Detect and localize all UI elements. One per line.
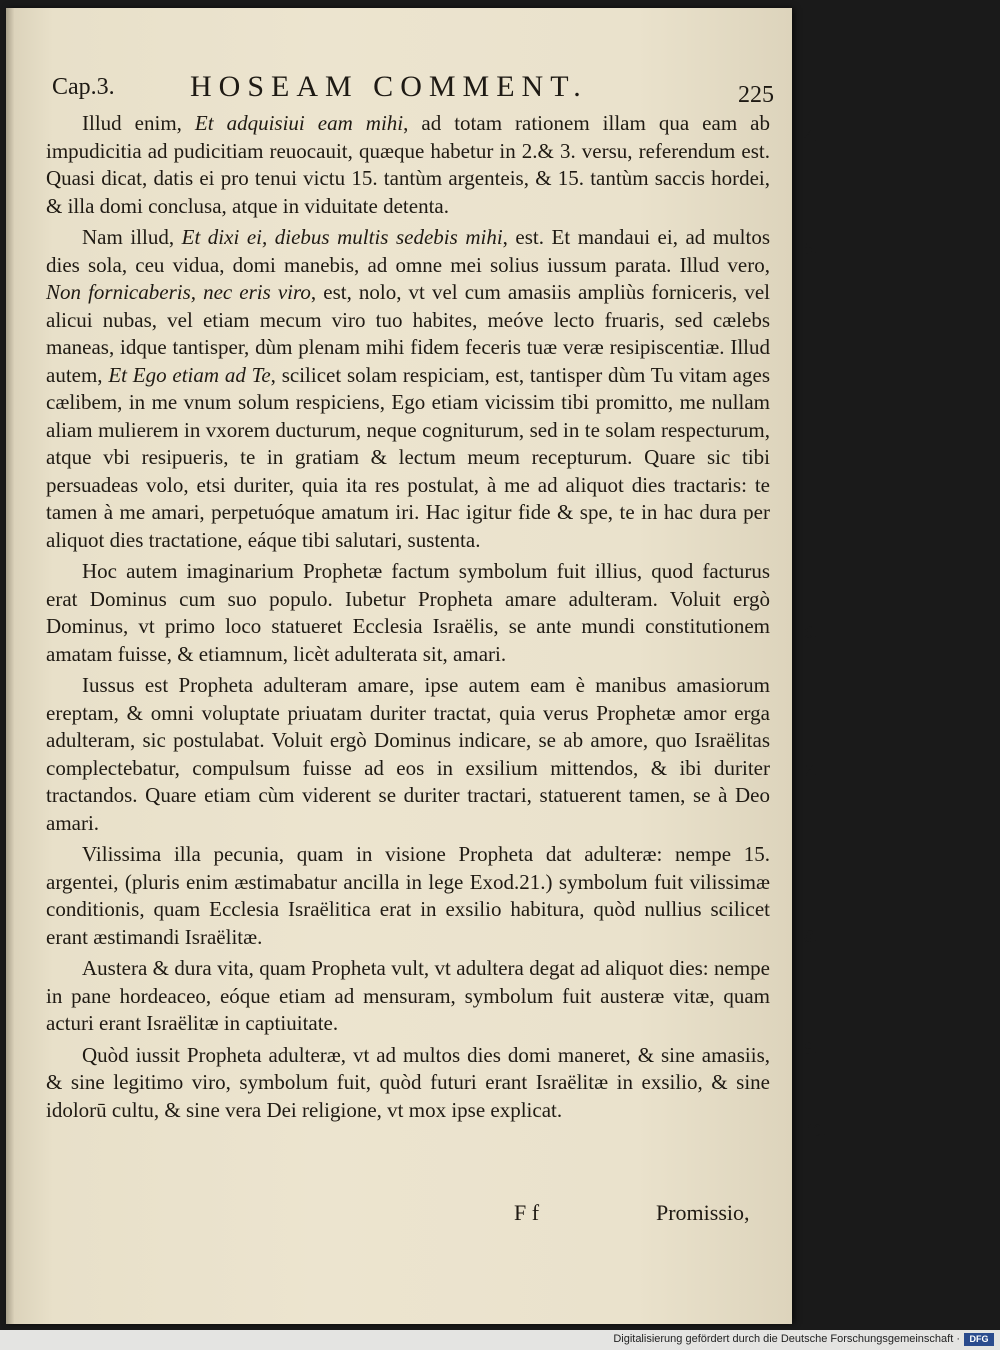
credit-text: Digitalisierung gefördert durch die Deutsche Forschungsgemeinschaft · bbox=[613, 1333, 960, 1345]
paragraph-5: Vilissima illa pecunia, quam in visione Propheta dat adulteræ: nempe 15. argentei, (pluris enim æstimabatur ancilla in lege Exod.21.) symbolum fuit vilissimæ conditionis, quam Ecclesia Israëlitica erat in exsilio habitura, quòd nullius scilicet erant æstimandi Israëlitæ. bbox=[46, 842, 770, 949]
running-head bbox=[52, 70, 782, 110]
margin-number-10: 10. bbox=[804, 1120, 827, 1140]
dfg-logo: DFG bbox=[964, 1333, 994, 1346]
margin-number-5: 5. bbox=[804, 238, 818, 258]
margin-number-7: 7. bbox=[804, 760, 818, 780]
paragraph-2: Nam illud, Et dixi ei, diebus multis sedebis mihi, est. Et mandaui ei, ad multos dies sola, ceu vidua, domi manebis, ad omne mei solius iussum parata. Illud vero, Non fornicaberis, nec eris viro, est, nolo, vt vel cum amasiis ampliùs forniceris, vel alicui nubas, vel etiam mecum viro tuo habites, meóve lecto fruaris, sed cælebs maneas, idque tantisper, dùm plenam mihi fidem feceris tuæ veræ resipiscentiæ. Illud autem, Et Ego etiam ad Te, scilicet solam respiciam, est, tantisper dùm Tu vitam ages cælibem, in me vnum solum respiciens, Ego etiam vicissim tibi promitto, me nullam aliam mulierem in vxorem ducturum, neque cogniturum, sed in te solam respecturum, atque vbi resipueris, te in gratiam & lectum meum recepturum. Quare sic tibi persuadeas volo, etsi duriter, quia ita res postulat, à me ad aliquot dies tractaris: te tamen à me amari, perpetuóque amatum iri. Hac igitur fide & spe, te in hac dura per aliquot dies tractatione, eáque tibi salutari, sustenta. bbox=[46, 225, 771, 552]
paragraph-1: Illud enim, Et adquisiui eam mihi, ad totam rationem illam qua eam ab impudicitia ad pudicitiam reuocauit, quæque habetur in 2.& 3. versu, referendum est. Quasi dicat, datis ei pro tenui victu 15. tantùm argenteis, & 15. tantùm saccis hordei, & illa domi conclusa, atque in viduitate detenta. bbox=[46, 111, 770, 218]
body-text bbox=[46, 110, 770, 1128]
page-binding-edge bbox=[6, 8, 14, 1324]
book-page bbox=[6, 8, 827, 1324]
margin-number-4: 4. bbox=[804, 126, 818, 146]
paragraph-7: Quòd iussit Propheta adulteræ, vt ad multos dies domi maneret, & sine amasiis, & sine legitimo viro, symbolum fuit, quòd futuri erant Israëlitæ in exsilio, & sine idolorū cultu, & sine vera Dei religione, vt mox ipse explicat. bbox=[46, 1042, 770, 1122]
paragraph-4: Iussus est Propheta adulteram amare, ipse autem eam è manibus amasiorum ereptam, & omni voluptate priuatam duriter tractat, quia verus Prophetæ amor erga adulteram, sic postulabat. Voluit ergò Dominus indicare, se ab amore, quo Israëlitas complectebatur, compulsum fuisse ad eos in exsilium mittendos, & ibi duriter tractandos. Quare etiam cùm viderent se duriter tractari, statuerent tamen, se à Deo amari. bbox=[46, 673, 770, 835]
signature-mark: F f bbox=[514, 1200, 540, 1225]
running-title: HOSEAM COMMENT. bbox=[190, 70, 588, 103]
margin-number-9: 9. bbox=[804, 1038, 818, 1058]
paragraph-6: Austera & dura vita, quam Propheta vult, vt adultera degat ad aliquot dies: nempe in pane hordeaceo, eóque etiam ad mensuram, symbolum fuit austeræ vitæ, quam acturi erant Israëlitæ in captiuitate. bbox=[46, 956, 770, 1035]
paragraph-3: Hoc autem imaginarium Prophetæ factum symbolum fuit illius, quod facturus erat Dominus cum suo populo. Iubetur Propheta amare adulteram. Voluit ergò Dominus, vt primo loco statueret Ecclesia Israëlis, se ante mundi constitutionem amatam fuisse, & etiamnum, licèt adulterata sit, amari. bbox=[46, 559, 770, 666]
page-number: 225 bbox=[738, 82, 774, 108]
margin-number-8: 8. bbox=[804, 926, 818, 946]
margin-number-6: 6. bbox=[804, 622, 818, 642]
catchword: Promissio, bbox=[656, 1200, 750, 1225]
credit-bar bbox=[0, 1330, 1000, 1350]
chapter-label: Cap.3. bbox=[52, 74, 115, 100]
